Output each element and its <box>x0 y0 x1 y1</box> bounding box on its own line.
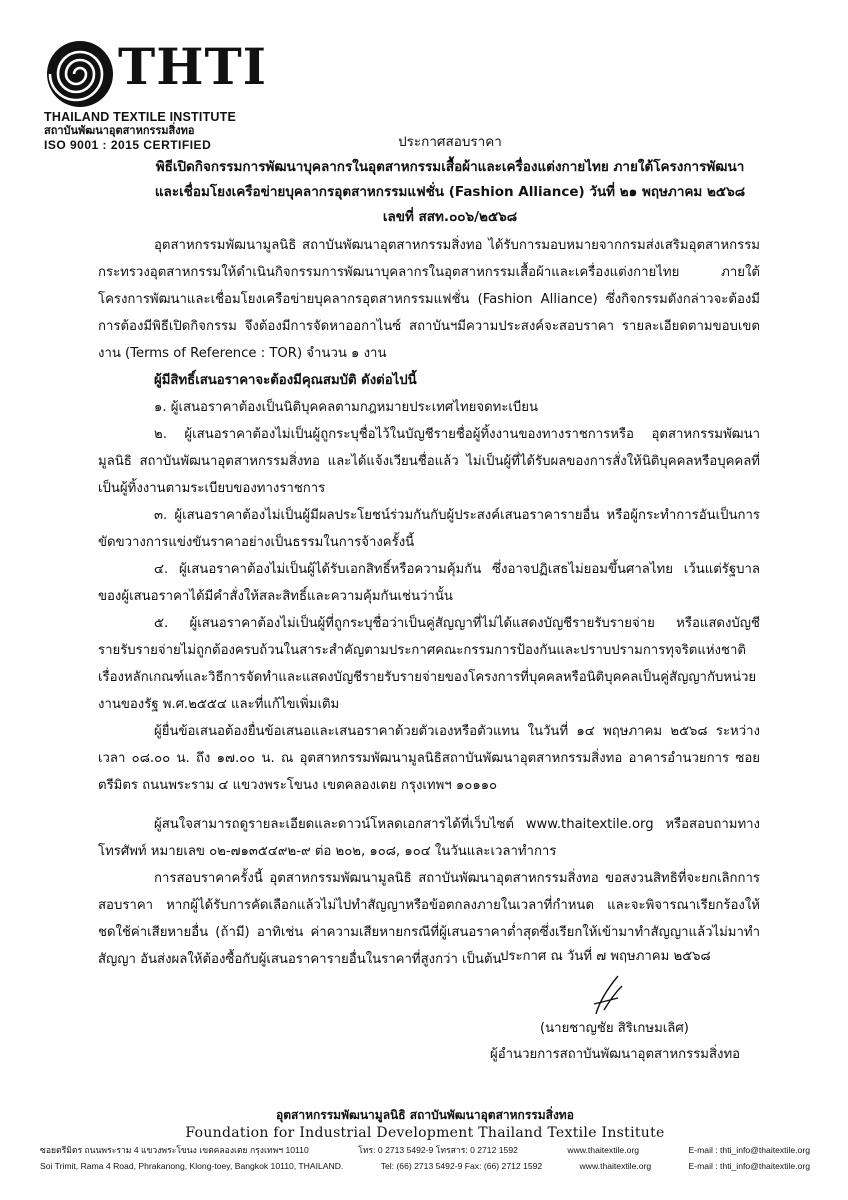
footer-phone-th: โทร: 0 2713 5492-9 โทรสาร: 0 2712 1592 <box>358 1145 518 1155</box>
announcement-date: ประกาศ ณ วันที่ ๗ พฤษภาคม ๒๕๖๘ <box>500 949 711 964</box>
eligibility-item-1: ๑. ผู้เสนอราคาต้องเป็นนิติบุคคลตามกฎหมายประเทศไทยจดทะเบียน <box>154 400 539 415</box>
footer-org-en: Foundation for Industrial Development Thailand Textile Institute <box>185 1125 665 1141</box>
footer-address-th: ซอยตรีมิตร ถนนพระราม 4 แขวงพระโขนง เขตคลองเตย กรุงเทพฯ 10110 <box>40 1145 309 1155</box>
letterhead-footer <box>40 1106 810 1174</box>
contact-paragraph: ผู้สนใจสามารถดูรายละเอียดและดาวน์โหลดเอกสารได้ที่เว็บไซต์ www.thaitextile.org หรือสอบถามทางโทรศัพท์ หมายเลข ๐๒-๗๑๓๕๔๙๒-๙ ต่อ ๒๐๒, ๑๐๘, ๑๐๔ ในวันและเวลาทำการ <box>98 817 760 859</box>
footer-org-th: อุตสาหกรรมพัฒนามูลนิธิ สถาบันพัฒนาอุตสาหกรรมสิ่งทอ <box>276 1108 574 1122</box>
title-line-1: ประกาศสอบราคา <box>398 134 502 150</box>
announcement-title <box>100 130 800 230</box>
footer-website-link[interactable]: www.thaitextile.org <box>567 1145 640 1155</box>
title-line-3: และเชื่อมโยงเครือข่ายบุคลากรอุตสาหกรรมแฟชั่น (Fashion Alliance) วันที่ ๒๑ พฤษภาคม ๒๕๖๘ <box>154 184 746 200</box>
title-line-2: พิธีเปิดกิจกรรมการพัฒนาบุคลากรในอุตสาหกรรมเสื้อผ้าและเครื่องแต่งกายไทย ภายใต้โครงการพัฒนา <box>155 159 745 175</box>
announcement-number: เลขที่ สสท.๐๐๖/๒๕๖๘ <box>382 209 518 225</box>
footer-address-th-row <box>40 1142 810 1158</box>
reservation-paragraph: การสอบราคาครั้งนี้ อุตสาหกรรมพัฒนามูลนิธิ สถาบันพัฒนาอุตสาหกรรมสิ่งทอ ขอสงวนสิทธิที่จะยกเลิกการสอบราคา หากผู้ได้รับการคัดเลือกแล้วไม่ไปทำสัญญาหรือข้อตกลงภายในเวลาที่กำหนด และจะพิจารณาเรียกร้องให้ชดใช้ค่าเสียหายอื่น (ถ้ามี) อาทิเช่น ค่าความเสียหายกรณีที่ผู้เสนอราคาต่ำสุดซึ่งเรียกให้เข้ามาทำสัญญาแล้วไม่มาทำสัญญา อันส่งผลให้ต้องซื้อกับผู้เสนอราคารายอื่นในราคาที่สูงกว่า เป็นต้น <box>98 871 760 967</box>
signatory-name: (นายชาญชัย สิริเกษมเลิศ) <box>540 1021 689 1036</box>
footer-email-link[interactable]: E-mail : thti_info@thaitextile.org <box>688 1145 810 1155</box>
footer-address-en: Soi Trimit, Rama 4 Road, Phrakanong, Klong-toey, Bangkok 10110, THAILAND. <box>40 1161 344 1171</box>
intro-paragraph: อุตสาหกรรมพัฒนามูลนิธิ สถาบันพัฒนาอุตสาหกรรมสิ่งทอ ได้รับการมอบหมายจากกรมส่งเสริมอุตสาหกรรม กระทรวงอุตสาหกรรมให้ดำเนินกิจกรรมการพัฒนาบุคลากรในอุตสาหกรรมเสื้อผ้าและเครื่องแต่งกายไทย ภายใต้โครงการพัฒนาและเชื่อมโยงเครือข่ายบุคลากรอุตสาหกรรมแฟชั่น (Fashion Alliance) ซึ่งกิจกรรมดังกล่าวจะต้องมีการต้องมีพิธีเปิดกิจกรรม จึงต้องมีการจัดหาออกาไนซ์ สถาบันฯมีความประสงค์จะสอบราคา รายละเอียดตามขอบเขตงาน (Terms of Reference : TOR) จำนวน ๑ งาน <box>98 238 760 361</box>
footer-phone-en: Tel: (66) 2713 5492-9 Fax: (66) 2712 1592 <box>380 1161 543 1171</box>
eligibility-heading: ผู้มีสิทธิ์เสนอราคาจะต้องมีคุณสมบัติ ดังต่อไปนี้ <box>154 373 417 388</box>
thti-spiral-icon <box>44 36 116 108</box>
institute-name-th: สถาบันพัฒนาอุตสาหกรรมสิ่งทอ <box>44 124 195 137</box>
announcement-body <box>98 232 760 973</box>
footer-website-link-2[interactable]: www.thaitextile.org <box>579 1161 652 1171</box>
signature-block <box>490 944 800 1068</box>
submission-paragraph: ผู้ยื่นข้อเสนอต้องยื่นข้อเสนอและเสนอราคาด้วยตัวเองหรือตัวแทน ในวันที่ ๑๔ พฤษภาคม ๒๕๖๘ ระหว่างเวลา ๐๘.๐๐ น. ถึง ๑๗.๐๐ น. ณ อุตสาหกรรมพัฒนามูลนิธิสถาบันพัฒนาอุตสาหกรรมสิ่งทอ อาคารอำนวยการ ซอยตรีมิตร ถนนพระราม ๔ แขวงพระโขนง เขตคลองเตย กรุงเทพฯ ๑๐๑๑๐ <box>98 724 760 793</box>
iso-certification: ISO 9001 : 2015 CERTIFIED <box>44 138 212 152</box>
footer-address-en-row <box>40 1158 810 1174</box>
eligibility-item-3: ๓. ผู้เสนอราคาต้องไม่เป็นผู้มีผลประโยชน์ร่วมกันกับผู้ประสงค์เสนอราคารายอื่น หรือผู้กระทำการอันเป็นการขัดขวางการแข่งขันราคาอย่างเป็นธรรมในการจ้างครั้งนี้ <box>98 508 760 550</box>
logo-wordmark: THTI <box>118 37 268 96</box>
institute-name-en: THAILAND TEXTILE INSTITUTE <box>44 110 236 124</box>
eligibility-item-5: ๕. ผู้เสนอราคาต้องไม่เป็นผู้ที่ถูกระบุชื่อว่าเป็นคู่สัญญาที่ไม่ได้แสดงบัญชีรายรับรายจ่าย หรือแสดงบัญชี รายรับรายจ่ายไม่ถูกต้องครบถ้วนในสาระสำคัญตามประกาศคณะกรรมการป้องกันและปราบปรามการทุจริตแห่งชาติ เรื่องหลักเกณฑ์และวิธีการจัดทำและแสดงบัญชีรายรับรายจ่ายของโครงการที่บุคคลหรือนิติบุคคลเป็นคู่สัญญากับหน่วยงานของรัฐ พ.ศ.๒๕๕๔ และที่แก้ไขเพิ่มเติม <box>98 616 760 712</box>
handwritten-signature <box>500 970 800 1016</box>
footer-email-link-2[interactable]: E-mail : thti_info@thaitextile.org <box>688 1161 810 1171</box>
signatory-position: ผู้อำนวยการสถาบันพัฒนาอุตสาหกรรมสิ่งทอ <box>490 1047 741 1062</box>
eligibility-item-2: ๒. ผู้เสนอราคาต้องไม่เป็นผู้ถูกระบุชื่อไว้ในบัญชีรายชื่อผู้ทิ้งงานของทางราชการหรือ อุตสาหกรรมพัฒนามูลนิธิ สถาบันพัฒนาอุตสาหกรรมสิ่งทอ และได้แจ้งเวียนชื่อแล้ว ไม่เป็นผู้ที่ได้รับผลของการสั่งให้นิติบุคคลหรือบุคคลที่เป็นผู้ทิ้งงานตามระเบียบของทางราชการ <box>98 427 760 496</box>
eligibility-item-4: ๔. ผู้เสนอราคาต้องไม่เป็นผู้ได้รับเอกสิทธิ์หรือความคุ้มกัน ซึ่งอาจปฏิเสธไม่ยอมขึ้นศาลไทย เว้นแต่รัฐบาลของผู้เสนอราคาได้มีคำสั่งให้สละสิทธิ์และความคุ้มกันเช่นว่านั้น <box>98 562 760 604</box>
